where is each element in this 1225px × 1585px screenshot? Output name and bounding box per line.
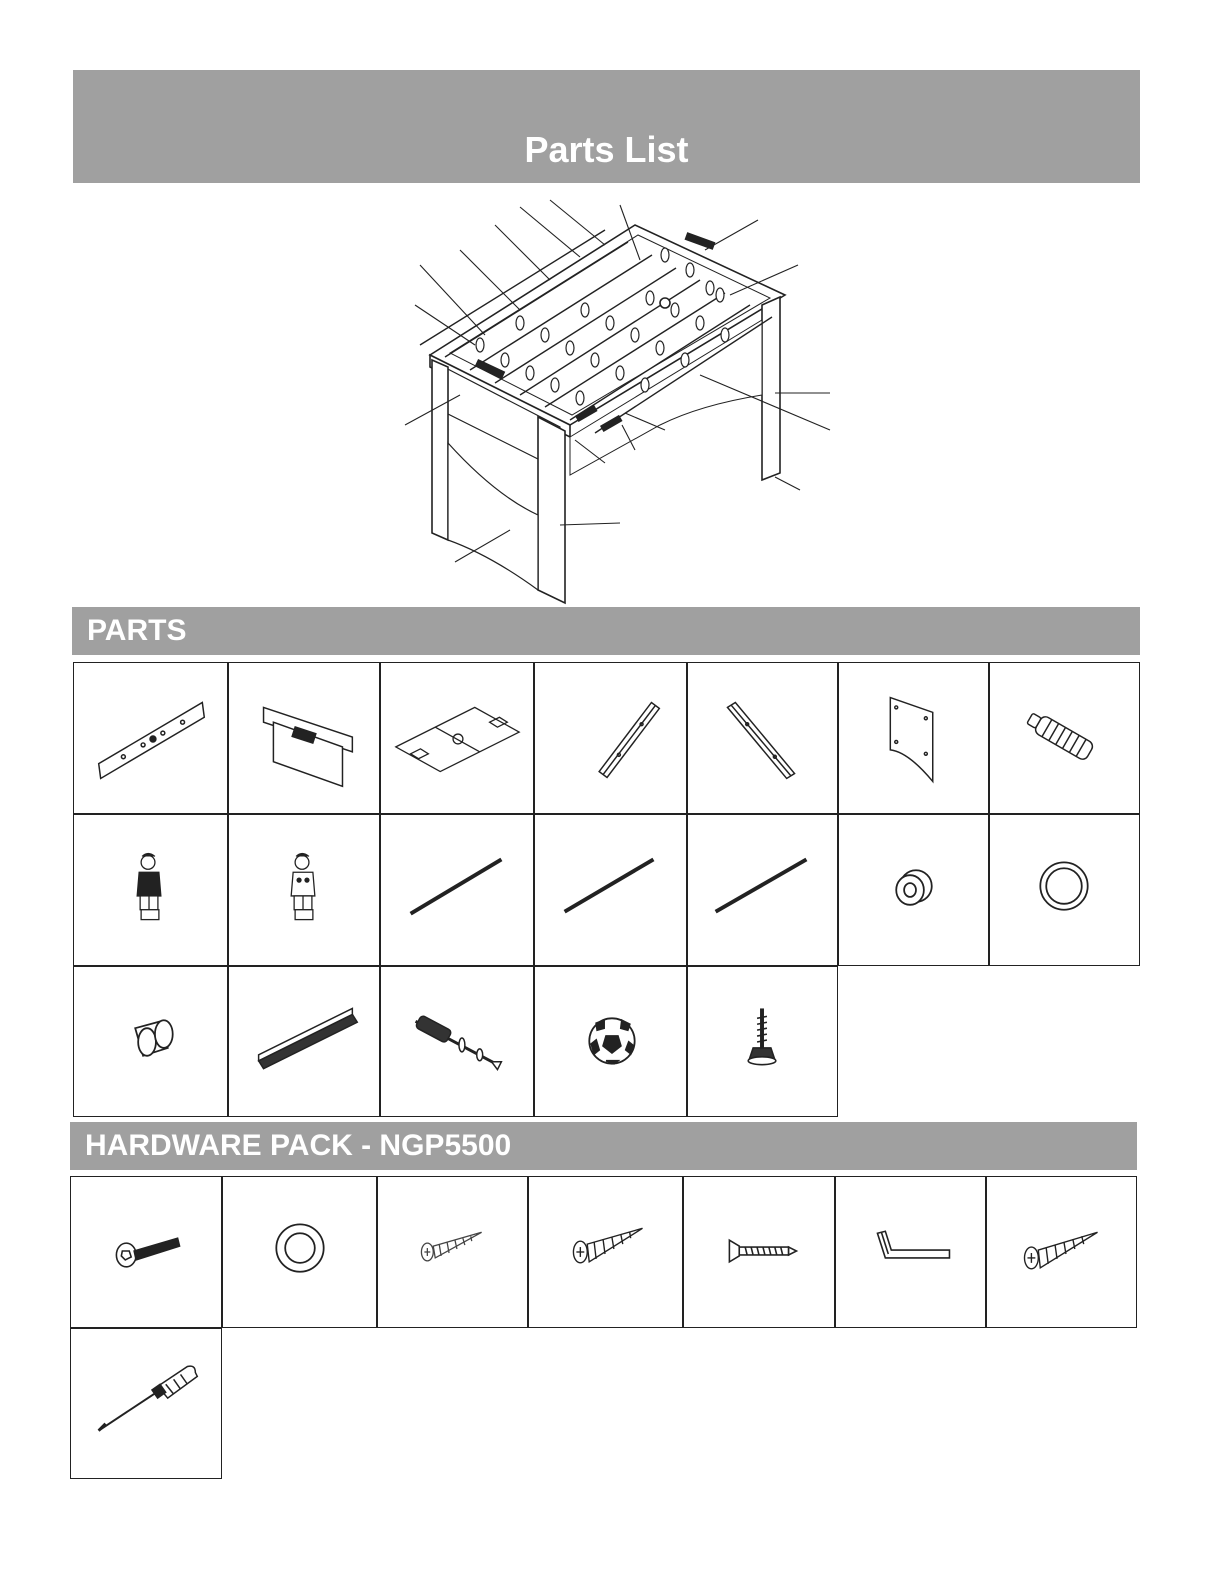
part-cell-16: [228, 966, 380, 1117]
front-right-leg: [538, 417, 565, 603]
hardware-cell-1: [70, 1176, 222, 1328]
part-cell-7: [989, 662, 1140, 814]
hardware-cell-3: [377, 1176, 528, 1328]
part-cell-8: [73, 814, 228, 966]
rod-short-icon: [688, 815, 837, 965]
parts-heading: PARTS: [87, 614, 187, 647]
page-title: Parts List: [524, 129, 689, 170]
rod-assembly-icon: [381, 967, 533, 1116]
hardware-cell-4: [528, 1176, 683, 1328]
playfield-icon: [381, 663, 533, 813]
back-right-leg: [762, 297, 780, 480]
handle-grip-icon: [990, 663, 1139, 813]
part-cell-12: [687, 814, 838, 966]
part-cell-11: [534, 814, 687, 966]
part-cell-17: [380, 966, 534, 1117]
part-cell-9: [228, 814, 380, 966]
hardware-section-heading-band: [70, 1122, 1137, 1170]
screwdriver-icon: [71, 1329, 221, 1478]
part-cell-6: [838, 662, 989, 814]
part-cell-14: [989, 814, 1140, 966]
flat-washer-icon: [223, 1177, 376, 1327]
rod-long-icon: [381, 815, 533, 965]
flat-head-screw-icon: [684, 1177, 834, 1327]
part-cell-2: [228, 662, 380, 814]
part-cell-18: [534, 966, 687, 1117]
end-apron-icon: [229, 663, 379, 813]
player-light-icon: [229, 815, 379, 965]
leveler-foot-icon: [688, 967, 837, 1116]
ring-washer-icon: [990, 815, 1139, 965]
part-cell-15: [73, 966, 228, 1117]
hardware-cell-2: [222, 1176, 377, 1328]
front-left-leg: [432, 360, 448, 540]
leg-panel: [448, 443, 538, 590]
hardware-cell-7: [986, 1176, 1137, 1328]
part-cell-1: [73, 662, 228, 814]
hardware-cell-6: [835, 1176, 986, 1328]
title-band: [73, 70, 1140, 183]
allen-wrench-icon: [836, 1177, 985, 1327]
small-screw-icon: [378, 1177, 527, 1327]
hex-bolt-icon: [71, 1177, 221, 1327]
parts-section-heading-band: [72, 607, 1140, 655]
hardware-cell-8: [70, 1328, 222, 1479]
large-screw-icon: [529, 1177, 682, 1327]
table-diagram: [400, 195, 840, 610]
side-apron-icon: [74, 663, 227, 813]
leg-right-icon: [688, 663, 837, 813]
soccer-ball-icon: [535, 967, 686, 1116]
hardware-cell-5: [683, 1176, 835, 1328]
part-cell-10: [380, 814, 534, 966]
player-dark-icon: [74, 815, 227, 965]
part-cell-13: [838, 814, 989, 966]
part-cell-4: [534, 662, 687, 814]
bumper-icon: [839, 815, 988, 965]
bushing-icon: [74, 967, 227, 1116]
part-cell-5: [687, 662, 838, 814]
leg-left-icon: [535, 663, 686, 813]
part-cell-19: [687, 966, 838, 1117]
leg-panel-icon: [839, 663, 988, 813]
part-cell-3: [380, 662, 534, 814]
hardware-heading: HARDWARE PACK - NGP5500: [85, 1129, 512, 1162]
ball: [660, 298, 670, 308]
wood-screw-icon: [987, 1177, 1136, 1327]
score-rail-icon: [229, 967, 379, 1116]
rod-medium-icon: [535, 815, 686, 965]
